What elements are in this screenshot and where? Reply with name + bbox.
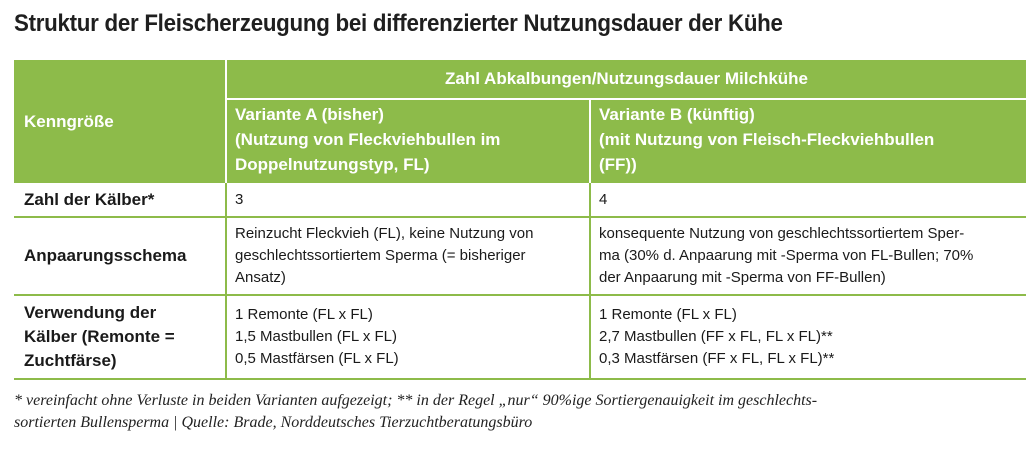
row-label-line: Zahl der Kälber*: [24, 189, 155, 209]
header-kenngroesse: Kenngröße: [14, 60, 226, 183]
cell-variant-a: [226, 217, 590, 295]
row-label: [14, 295, 226, 379]
header-variant-b-line: (mit Nutzung von Fleisch-Fleckviehbullen: [599, 130, 935, 149]
cell-line: Reinzucht Fleckvieh (FL), keine Nutzung von: [235, 225, 534, 242]
table-row-anpaarung: [14, 217, 1026, 295]
cell-line: 0,5 Mastfärsen (FL x FL): [235, 350, 399, 367]
row-label: [14, 217, 226, 295]
table-title: Struktur der Fleischerzeugung bei differenzierter Nutzungsdauer der Kühe: [14, 10, 783, 37]
table-row-kaelber: [14, 183, 1026, 217]
header-variant-a-line: Doppelnutzungstyp, FL): [235, 155, 430, 174]
data-table: [14, 60, 1026, 380]
cell-line: 1 Remonte (FL x FL): [599, 306, 737, 323]
row-label-line: Kälber (Remonte =: [24, 327, 175, 346]
cell-variant-b: [590, 183, 1026, 217]
cell-line: 1 Remonte (FL x FL): [235, 306, 373, 323]
cell-line: 4: [599, 190, 608, 208]
cell-line: 2,7 Mastbullen (FF x FL, FL x FL)**: [599, 328, 833, 345]
header-variant-b: [590, 99, 1026, 183]
cell-line: 0,3 Mastfärsen (FF x FL, FL x FL)**: [599, 350, 835, 367]
header-variant-a-line: (Nutzung von Fleckviehbullen im: [235, 130, 501, 149]
cell-line: der Anpaarung mit -Sperma von FF-Bullen): [599, 269, 886, 286]
row-label: [14, 183, 226, 217]
row-label-line: Anpaarungsschema: [24, 246, 187, 265]
header-group: Zahl Abkalbungen/Nutzungsdauer Milchkühe: [226, 60, 1026, 99]
cell-line: konsequente Nutzung von geschlechtssortiertem Sper-: [599, 225, 965, 242]
footnote-line: * vereinfacht ohne Verluste in beiden Varianten aufgezeigt; ** in der Regel „nur“ 90%ige Sortiergenauigkeit im geschlechts-: [14, 392, 818, 409]
row-label-line: Verwendung der: [24, 303, 157, 322]
table-row-verwendung: [14, 295, 1026, 379]
footnote: [14, 390, 817, 434]
cell-line: 3: [235, 190, 244, 208]
cell-line: geschlechtssortiertem Sperma (= bisheriger: [235, 247, 526, 264]
cell-variant-a: [226, 295, 590, 379]
cell-line: ma (30% d. Anpaarung mit -Sperma von FL-Bullen; 70%: [599, 247, 974, 264]
cell-line: 1,5 Mastbullen (FL x FL): [235, 328, 398, 345]
header-variant-b-line: (FF)): [599, 155, 637, 174]
cell-line: Ansatz): [235, 269, 286, 286]
header-variant-a: [226, 99, 590, 183]
cell-variant-b: [590, 217, 1026, 295]
cell-variant-a: [226, 183, 590, 217]
header-variant-a-line: Variante A (bisher): [235, 105, 384, 124]
footnote-line: sortierten Bullensperma | Quelle: Brade, Norddeutsches Tierzuchtberatungsbüro: [14, 414, 533, 431]
row-label-line: Zuchtfärse): [24, 351, 117, 370]
header-variant-b-line: Variante B (künftig): [599, 105, 755, 124]
cell-variant-b: [590, 295, 1026, 379]
